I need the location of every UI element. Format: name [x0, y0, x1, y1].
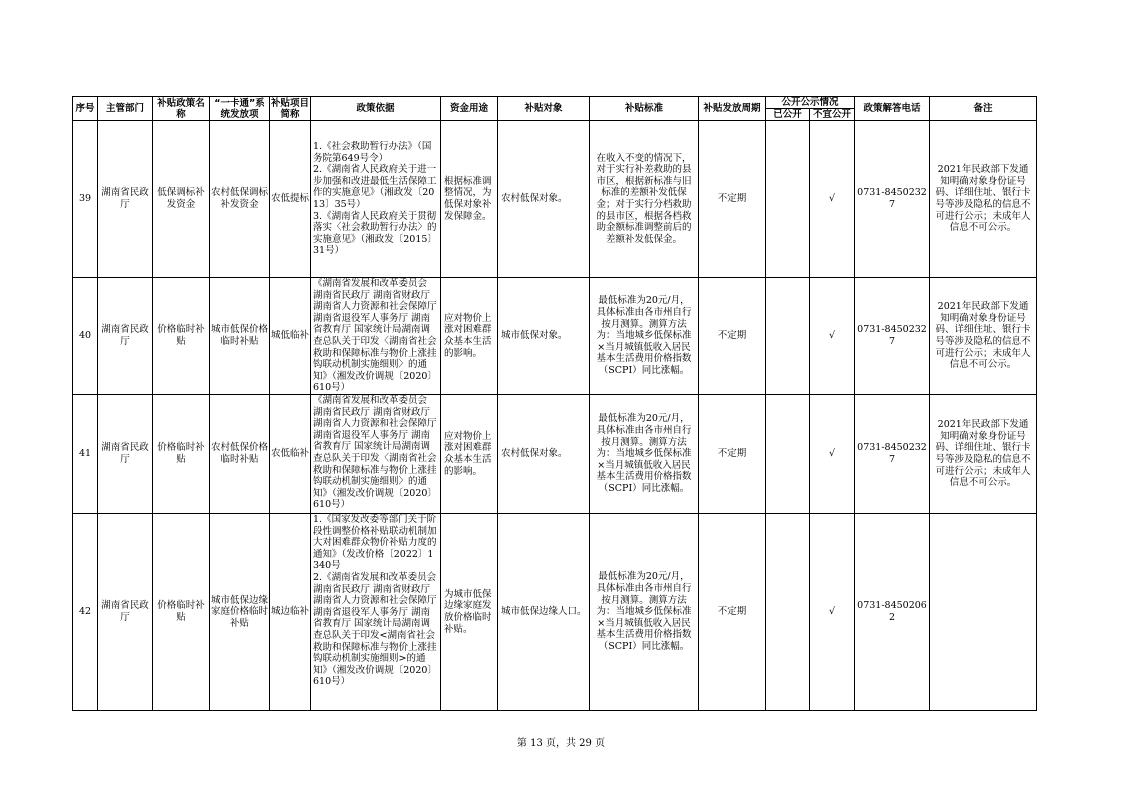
card-item-cell: 城市低保边缘家庭价格临时补贴 [210, 514, 270, 711]
basis-text: 《湖南省发展和改革委员会 湖南省民政厅 湖南省财政厅 湖南省人力资源和社会保障厅 湖南省退役军人事务厅 湖南省教育厅 国家统计局湖南调查总队关于印发〈湖南省社会救助和保障标准与物价上涨挂钩联动机制实施细则〉的通知》（湘发改价调规〔2020〕610号） [313, 278, 437, 394]
cycle-cell: 不定期 [699, 278, 766, 395]
standard-cell: 最低标准为20元/月，具体标准由各市州自行按月测算。测算方法为：当地城乡低保标准×当月城镇低收入居民基本生活费用价格指数（SCPI）同比涨幅。 [590, 514, 699, 711]
basis-cell [311, 395, 441, 514]
target-cell: 农村低保对象。 [498, 121, 590, 278]
table-row [73, 278, 1037, 395]
col-short-name-header: 补贴项目简称 [271, 97, 310, 120]
target-cell: 农村低保对象。 [498, 395, 590, 514]
dept-cell: 湖南省民政厅 [98, 121, 153, 278]
table-row [73, 514, 1037, 711]
short-name-cell: 农低提标 [270, 121, 311, 278]
fund-use-cell: 根据标准调整情况，为低保对象补发保障金。 [441, 121, 498, 278]
remarks-cell: 2021年民政部下发通知明确对象身份证号码、详细住址、银行卡号等涉及隐私的信息不可进行公示；未成年人信息不可公示。 [930, 395, 1037, 514]
policy-name-cell: 低保调标补发资金 [153, 121, 210, 278]
disclosed-cell [766, 278, 810, 395]
cycle-cell: 不定期 [699, 395, 766, 514]
hotline-cell: 0731-84502327 [855, 278, 930, 395]
not-suitable-cell: √ [810, 395, 855, 514]
col-hotline-header: 政策解答电话 [855, 97, 930, 121]
seq-cell: 39 [73, 121, 98, 278]
short-name-cell: 城低临补 [270, 278, 311, 395]
basis-text: 《湖南省发展和改革委员会 湖南省民政厅 湖南省财政厅 湖南省人力资源和社会保障厅 湖南省退役军人事务厅 湖南省教育厅 国家统计局湖南调查总队关于印发〈湖南省社会救助和保障标准与物价上涨挂钩联动机制实施细则〉的通知》（湘发改价调规〔2020〕610号） [313, 395, 437, 511]
fund-use-cell: 应对物价上涨对困难群众基本生活的影响。 [441, 395, 498, 514]
seq-cell: 42 [73, 514, 98, 711]
col-disclosed-header: 已公开 [766, 109, 810, 121]
standard-cell: 最低标准为20元/月，具体标准由各市州自行按月测算。测算方法为：当地城乡低保标准×当月城镇低收入居民基本生活费用价格指数（SCPI）同比涨幅。 [590, 395, 699, 514]
col-card-item-header: “一卡通”系统发放项 [210, 97, 270, 121]
policy-name-cell: 价格临时补贴 [153, 278, 210, 395]
basis-text: 1.《国家发改委等部门关于阶段性调整价格补贴联动机制加大对困难群众物价补贴力度的通知》（发改价格〔2022〕1340号 2.《湖南省发展和改革委员会 湖南省民政厅 湖南省财政厅 湖南省人力资源和社会保障厅 湖南省退役军人事务厅 湖南省教育厅 国家统计局湖南调查总队关于印发<湖南省社会救助和保障标准与物价上涨挂钩联动机制实施细则>的通知》（湘发改价调规〔2020〕610号） [313, 514, 437, 688]
col-disclosure-header: 公开公示情况 [766, 97, 855, 109]
standard-cell: 在收入不变的情况下，对于实行补差救助的县市区，根据新标准与旧标准的差额补发低保金；对于实行分档救助的县市区，根据各档救助金额标准调整前后的差额补发低保金。 [590, 121, 699, 278]
basis-cell [311, 121, 441, 278]
hotline-cell: 0731-84502327 [855, 121, 930, 278]
hotline-cell: 0731-84502062 [855, 514, 930, 711]
seq-cell: 40 [73, 278, 98, 395]
col-standard-header: 补贴标准 [590, 97, 699, 121]
fund-use-cell: 应对物价上涨对困难群众基本生活的影响。 [441, 278, 498, 395]
col-dept-header: 主管部门 [98, 97, 153, 121]
short-name-cell: 农低临补 [270, 395, 311, 514]
dept-cell: 湖南省民政厅 [98, 395, 153, 514]
target-cell: 城市低保对象。 [498, 278, 590, 395]
seq-cell: 41 [73, 395, 98, 514]
not-suitable-cell: √ [810, 278, 855, 395]
basis-text: 1.《社会救助暂行办法》（国务院第649号令） 2.《湖南省人民政府关于进一步加强和改进最低生活保障工作的实施意见》（湘政发〔2013〕35号） 3.《湖南省人民政府关于贯彻落实〈社会救助暂行办法〉的实施意见》（湘政发〔2015〕31号） [313, 141, 437, 257]
card-item-cell: 农村低保价格临时补贴 [210, 395, 270, 514]
col-seq-header: 序号 [73, 97, 98, 121]
policy-name-cell: 价格临时补贴 [153, 514, 210, 711]
col-cycle-header: 补贴发放周期 [699, 97, 766, 121]
col-not-suitable-header: 不宜公开 [810, 109, 855, 121]
fund-use-cell: 为城市低保边缘家庭发放价格临时补贴。 [441, 514, 498, 711]
col-fund-use-header: 资金用途 [441, 97, 498, 121]
short-name-cell: 城边临补 [270, 514, 311, 711]
disclosed-cell [766, 395, 810, 514]
header-row [73, 97, 1037, 109]
policy-name-cell: 价格临时补贴 [153, 395, 210, 514]
page-number: 第 13 页，共 29 页 [516, 738, 606, 749]
remarks-cell: 2021年民政部下发通知明确对象身份证号码、详细住址、银行卡号等涉及隐私的信息不可进行公示；未成年人信息不可公示。 [930, 121, 1037, 278]
table-row [73, 121, 1037, 278]
dept-cell: 湖南省民政厅 [98, 278, 153, 395]
standard-cell: 最低标准为20元/月，具体标准由各市州自行按月测算。测算方法为：当地城乡低保标准×当月城镇低收入居民基本生活费用价格指数（SCPI）同比涨幅。 [590, 278, 699, 395]
col-policy-name-header: 补贴政策名称 [153, 97, 210, 121]
cycle-cell: 不定期 [699, 514, 766, 711]
not-suitable-cell: √ [810, 514, 855, 711]
dept-cell: 湖南省民政厅 [98, 514, 153, 711]
card-item-cell: 城市低保价格临时补贴 [210, 278, 270, 395]
col-basis-header: 政策依据 [311, 97, 441, 121]
basis-cell [311, 278, 441, 395]
remarks-cell: 2021年民政部下发通知明确对象身份证号码、详细住址、银行卡号等涉及隐私的信息不可进行公示；未成年人信息不可公示。 [930, 278, 1037, 395]
hotline-cell: 0731-84502327 [855, 395, 930, 514]
not-suitable-cell: √ [810, 121, 855, 278]
col-remarks-header: 备注 [930, 97, 1037, 121]
disclosed-cell [766, 121, 810, 278]
remarks-cell [930, 514, 1037, 711]
basis-cell [311, 514, 441, 711]
disclosed-cell [766, 514, 810, 711]
target-cell: 城市低保边缘人口。 [498, 514, 590, 711]
table-row [73, 395, 1037, 514]
subsidy-policy-table [72, 96, 1037, 711]
col-target-header: 补贴对象 [498, 97, 590, 121]
cycle-cell: 不定期 [699, 121, 766, 278]
card-item-cell: 农村低保调标补发资金 [210, 121, 270, 278]
